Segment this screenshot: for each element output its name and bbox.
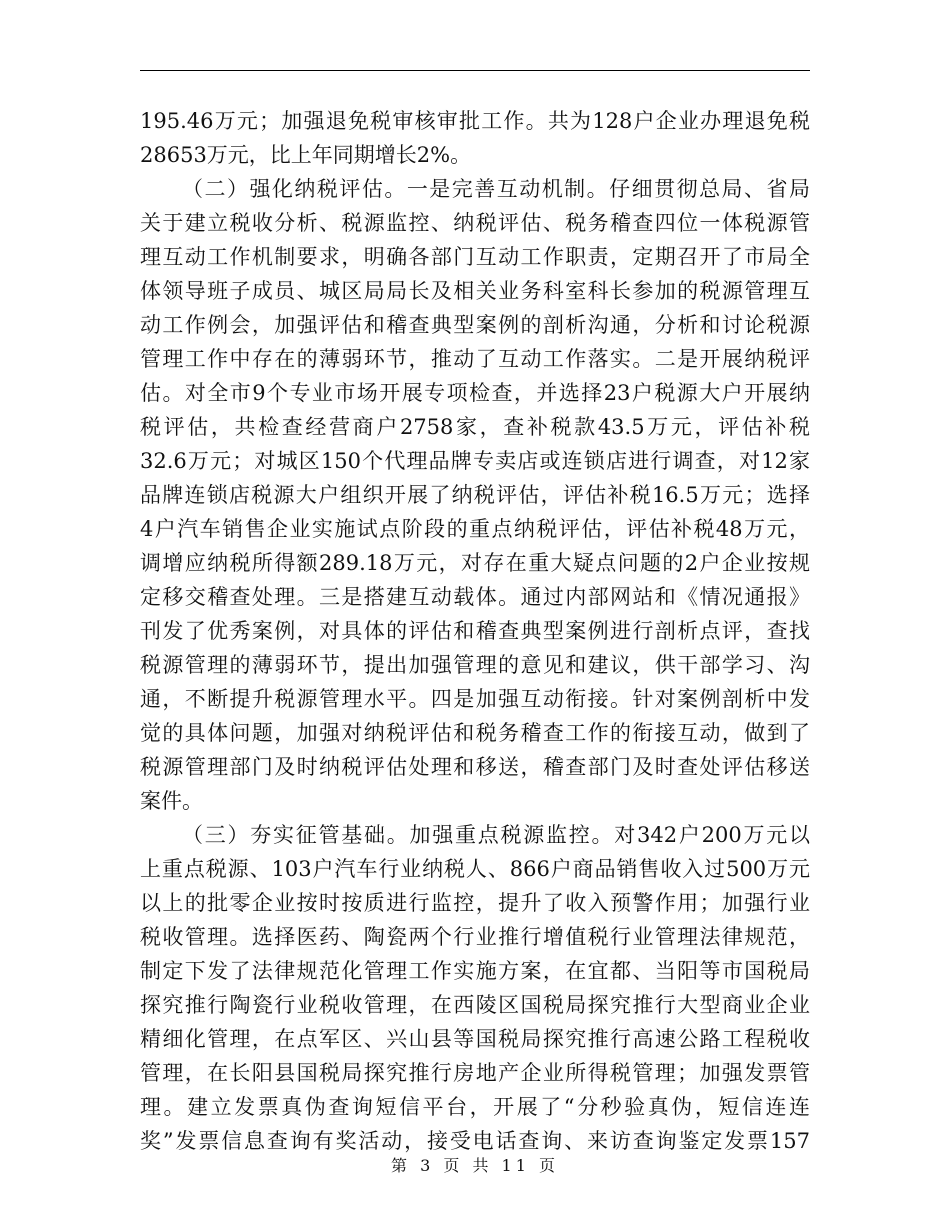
text-line: 探究推行陶瓷行业税收管理，在西陵区国税局探究推行大型商业企业	[140, 993, 810, 1017]
text-line: 195.46万元；加强退免税审核审批工作。共为128户企业办理退免税	[140, 109, 810, 133]
paragraph-2	[140, 172, 810, 818]
document-body	[140, 104, 810, 1158]
text-line: （三）夯实征管基础。加强重点税源监控。对342户200万元以	[182, 823, 810, 847]
text-line: 理。建立发票真伪查询短信平台，开展了“分秒验真伪，短信连连	[140, 1095, 810, 1119]
text-line: 管理，在长阳县国税局探究推行房地产企业所得税管理；加强发票管	[140, 1061, 810, 1085]
text-line: 制定下发了法律规范化管理工作实施方案，在宜都、当阳等市国税局	[140, 959, 810, 983]
text-line: 动工作例会，加强评估和稽查典型案例的剖析沟通，分析和讨论税源	[140, 313, 810, 337]
text-line: 4户汽车销售企业实施试点阶段的重点纳税评估，评估补税48万元，	[140, 517, 810, 541]
text-line: 调增应纳税所得额289.18万元，对存在重大疑点问题的2户企业按规	[140, 551, 810, 575]
text-line: （二）强化纳税评估。一是完善互动机制。仔细贯彻总局、省局	[182, 177, 810, 201]
text-line: 税收管理。选择医药、陶瓷两个行业推行增值税行业管理法律规范，	[140, 925, 810, 949]
page-number-footer: 第 3 页 共 11 页	[391, 1156, 559, 1175]
text-line: 理互动工作机制要求，明确各部门互动工作职责，定期召开了市局全	[140, 245, 810, 269]
text-line: 税源管理的薄弱环节，提出加强管理的意见和建议，供干部学习、沟	[140, 653, 810, 677]
text-line: 刊发了优秀案例，对具体的评估和稽查典型案例进行剖析点评，查找	[140, 619, 810, 643]
text-line: 上重点税源、103户汽车行业纳税人、866户商品销售收入过500万元	[140, 857, 810, 881]
text-line: 觉的具体问题，加强对纳税评估和税务稽查工作的衔接互动，做到了	[140, 721, 810, 745]
paragraph-3	[140, 818, 810, 1158]
text-line: 品牌连锁店税源大户组织开展了纳税评估，评估补税16.5万元；选择	[140, 483, 810, 507]
text-line: 28653万元，比上年同期增长2%。	[140, 143, 472, 167]
text-line: 以上的批零企业按时按质进行监控，提升了收入预警作用；加强行业	[140, 891, 810, 915]
text-line: 通，不断提升税源管理水平。四是加强互动衔接。针对案例剖析中发	[140, 687, 810, 711]
header-rule	[140, 70, 810, 71]
paragraph-1	[140, 104, 810, 172]
text-line: 关于建立税收分析、税源监控、纳税评估、税务稽查四位一体税源管	[140, 211, 810, 235]
text-line: 定移交稽查处理。三是搭建互动载体。通过内部网站和《情况通报》	[140, 585, 810, 609]
text-line: 估。对全市9个专业市场开展专项检查，并选择23户税源大户开展纳	[140, 381, 810, 405]
text-line: 奖”发票信息查询有奖活动，接受电话查询、来访查询鉴定发票157	[140, 1129, 810, 1153]
text-line: 案件。	[140, 789, 203, 813]
text-line: 税源管理部门及时纳税评估处理和移送，稽查部门及时查处评估移送	[140, 755, 810, 779]
text-line: 精细化管理，在点军区、兴山县等国税局探究推行高速公路工程税收	[140, 1027, 810, 1051]
text-line: 体领导班子成员、城区局局长及相关业务科室科长参加的税源管理互	[140, 279, 810, 303]
text-line: 税评估，共检查经营商户2758家，查补税款43.5万元，评估补税	[140, 415, 810, 439]
text-line: 32.6万元；对城区150个代理品牌专卖店或连锁店进行调查，对12家	[140, 449, 810, 473]
text-line: 管理工作中存在的薄弱环节，推动了互动工作落实。二是开展纳税评	[140, 347, 810, 371]
